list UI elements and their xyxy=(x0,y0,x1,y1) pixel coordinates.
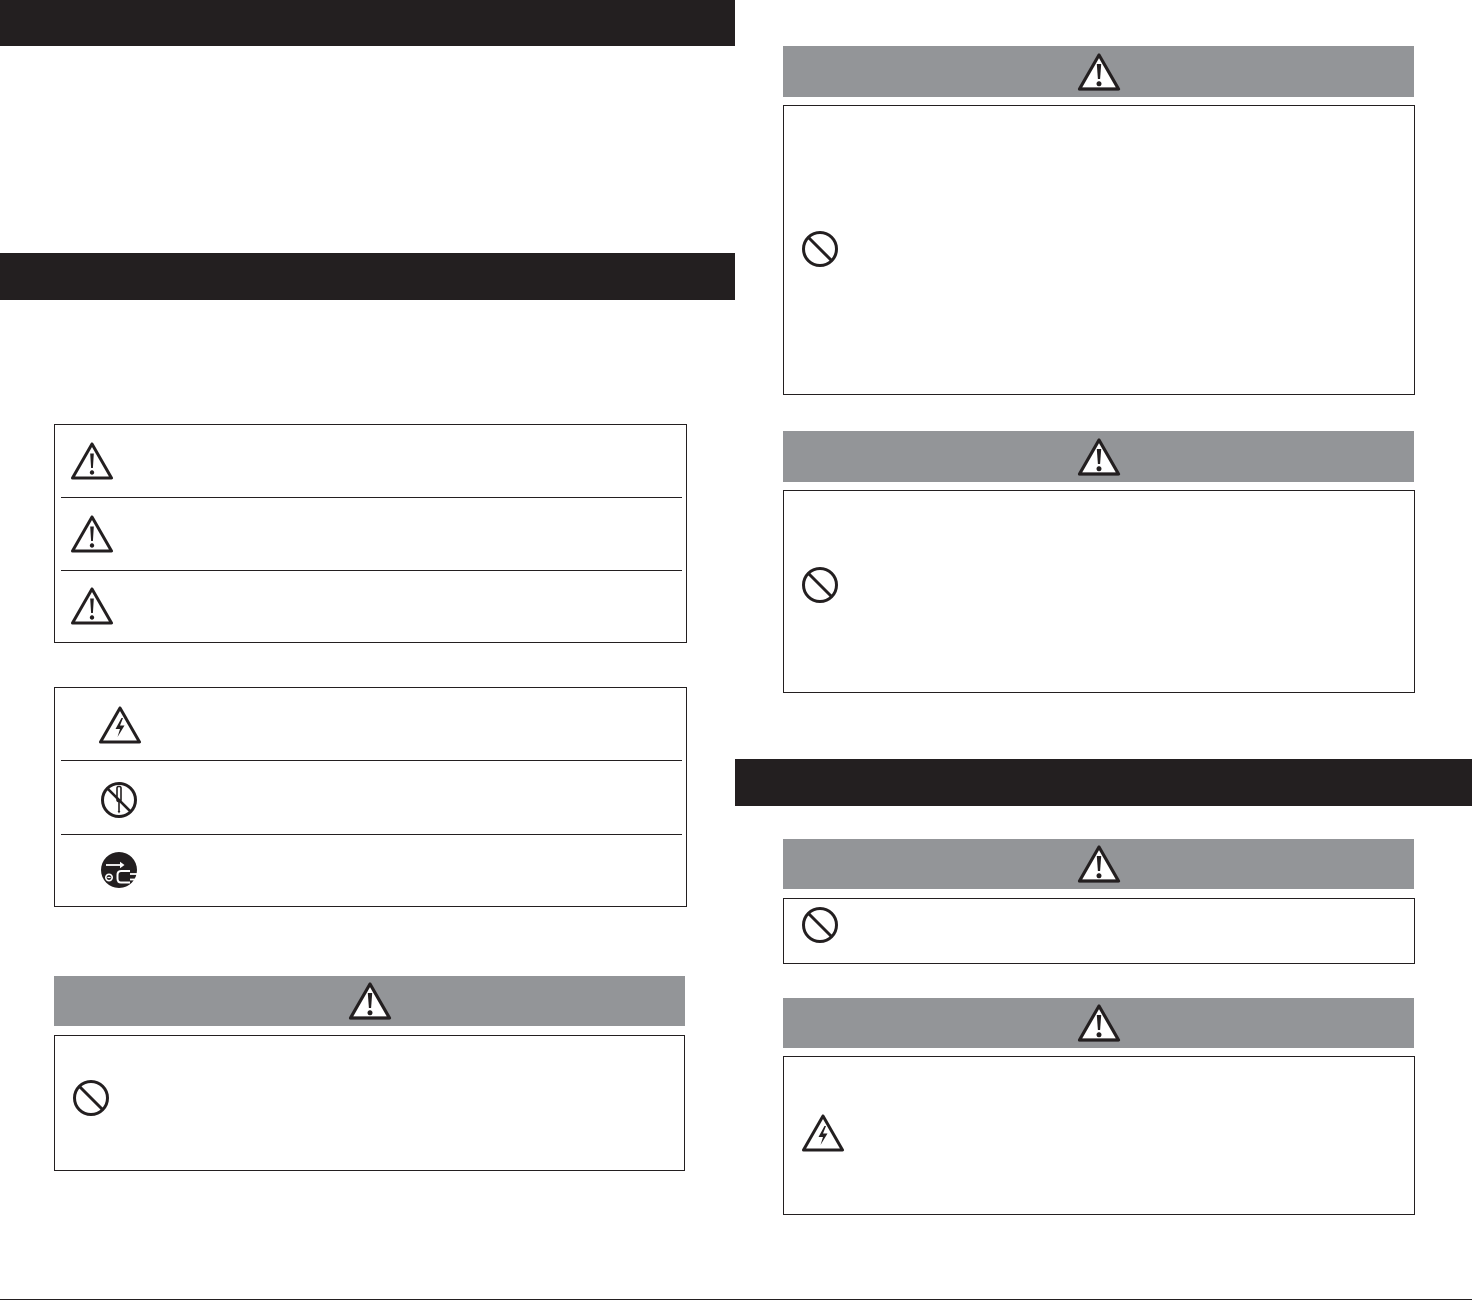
table-divider xyxy=(61,570,682,571)
warning-triangle-icon xyxy=(1077,52,1121,92)
section-header-bar-1 xyxy=(0,0,735,46)
signal-word-bar xyxy=(783,839,1414,889)
warning-triangle-icon xyxy=(69,586,115,626)
notice-panel xyxy=(783,898,1415,964)
warning-triangle-icon xyxy=(1077,1003,1121,1043)
no-disassembly-icon xyxy=(99,780,139,820)
prohibition-icon xyxy=(800,565,840,605)
signal-word-table xyxy=(54,424,687,643)
warning-triangle-icon xyxy=(69,441,115,481)
warning-triangle-icon xyxy=(69,514,115,554)
notice-panel xyxy=(783,105,1415,395)
table-divider xyxy=(61,497,682,498)
signal-word-bar xyxy=(783,46,1414,97)
section-header-bar-3 xyxy=(735,759,1472,806)
electric-shock-icon xyxy=(97,705,143,745)
prohibition-icon xyxy=(71,1078,111,1118)
symbols-table xyxy=(54,687,687,907)
prohibition-icon xyxy=(800,229,840,269)
signal-word-bar xyxy=(54,976,685,1026)
signal-word-bar xyxy=(783,998,1414,1048)
page-bottom-rule xyxy=(0,1299,1472,1300)
notice-panel xyxy=(54,1035,685,1171)
electric-shock-icon xyxy=(800,1113,846,1153)
notice-panel xyxy=(783,490,1415,693)
section-header-bar-2 xyxy=(0,253,735,300)
table-divider xyxy=(61,834,682,835)
notice-panel xyxy=(783,1056,1415,1215)
unplug-icon xyxy=(99,850,139,890)
warning-triangle-icon xyxy=(348,981,392,1021)
signal-word-bar xyxy=(783,431,1414,482)
warning-triangle-icon xyxy=(1077,437,1121,477)
prohibition-icon xyxy=(800,905,840,945)
table-divider xyxy=(61,760,682,761)
warning-triangle-icon xyxy=(1077,844,1121,884)
